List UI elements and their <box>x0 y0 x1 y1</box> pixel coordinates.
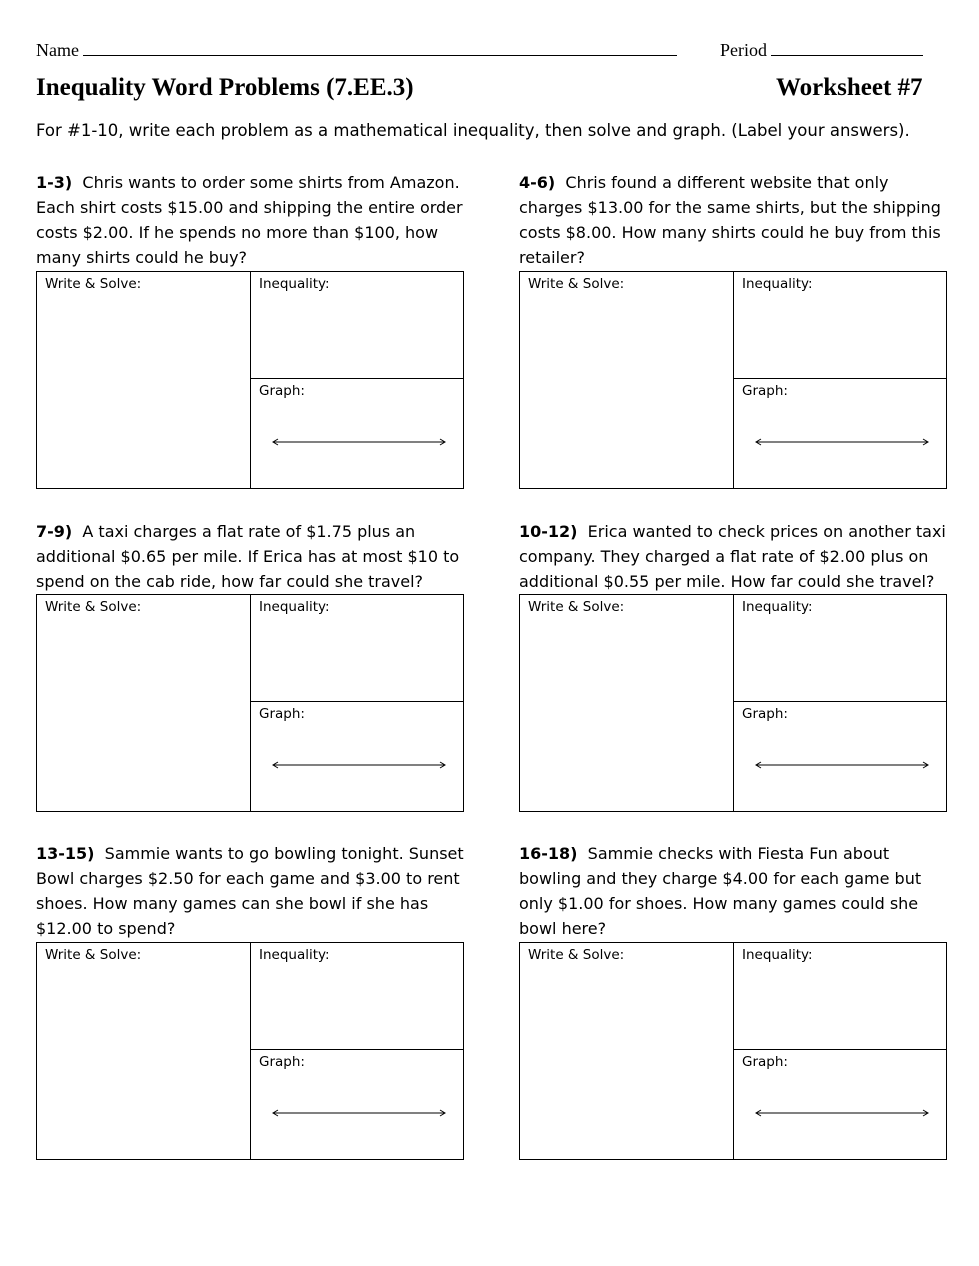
write-solve-label: Write & Solve: <box>45 276 142 292</box>
column-divider <box>733 943 734 1159</box>
page-title: Inequality Word Problems (7.EE.3) <box>36 74 414 101</box>
number-line-icon <box>271 760 447 770</box>
graph-label: Graph: <box>259 706 305 722</box>
write-solve-label: Write & Solve: <box>528 947 625 963</box>
inequality-label: Inequality: <box>742 599 813 615</box>
problem-text: Chris wants to order some shirts from Amazon. Each shirt costs $15.00 and shipping the entire order costs $2.00. If he spends no more than $100, how many shirts could he buy? <box>36 173 463 267</box>
problem-10-12 <box>519 519 951 594</box>
worksheet-number: Worksheet #7 <box>776 74 923 101</box>
write-solve-label: Write & Solve: <box>45 947 142 963</box>
problem-7-9 <box>36 519 468 594</box>
column-divider <box>250 943 251 1159</box>
problem-number: 4-6) <box>519 173 556 192</box>
graph-label: Graph: <box>742 706 788 722</box>
column-divider <box>733 595 734 811</box>
inequality-label: Inequality: <box>742 947 813 963</box>
instructions: For #1-10, write each problem as a mathematical inequality, then solve and graph. (Label your answers). <box>36 121 910 140</box>
problem-13-15 <box>36 841 468 941</box>
problem-text: Erica wanted to check prices on another taxi company. They charged a flat rate of $2.00 plus on additional $0.55 per mile. How far could she travel? <box>519 522 946 591</box>
problem-number: 1-3) <box>36 173 73 192</box>
inequality-label: Inequality: <box>259 947 330 963</box>
problem-1-3 <box>36 170 468 270</box>
write-solve-label: Write & Solve: <box>45 599 142 615</box>
answer-box-7-9 <box>36 594 464 812</box>
problem-number: 7-9) <box>36 522 73 541</box>
number-line-icon <box>754 1108 930 1118</box>
number-line-icon <box>271 437 447 447</box>
inequality-label: Inequality: <box>742 276 813 292</box>
row-divider <box>733 1049 946 1050</box>
period-underline[interactable] <box>771 37 923 56</box>
number-line-icon <box>754 760 930 770</box>
answer-box-4-6 <box>519 271 947 489</box>
inequality-label: Inequality: <box>259 276 330 292</box>
write-solve-label: Write & Solve: <box>528 599 625 615</box>
period-label: Period <box>720 40 767 60</box>
graph-label: Graph: <box>259 1054 305 1070</box>
column-divider <box>250 272 251 488</box>
name-field[interactable] <box>36 37 677 61</box>
answer-box-16-18 <box>519 942 947 1160</box>
row-divider <box>250 1049 463 1050</box>
answer-box-13-15 <box>36 942 464 1160</box>
problem-number: 10-12) <box>519 522 578 541</box>
name-underline[interactable] <box>83 37 677 56</box>
problem-16-18 <box>519 841 951 941</box>
graph-label: Graph: <box>742 1054 788 1070</box>
problem-number: 16-18) <box>519 844 578 863</box>
problem-number: 13-15) <box>36 844 95 863</box>
write-solve-label: Write & Solve: <box>528 276 625 292</box>
problem-text: A taxi charges a flat rate of $1.75 plus an additional $0.65 per mile. If Erica has at most $10 to spend on the cab ride, how far could she travel? <box>36 522 460 591</box>
period-field[interactable] <box>720 37 923 61</box>
graph-label: Graph: <box>259 383 305 399</box>
name-label: Name <box>36 40 79 60</box>
problem-4-6 <box>519 170 951 270</box>
row-divider <box>733 701 946 702</box>
problem-text: Sammie checks with Fiesta Fun about bowling and they charge $4.00 for each game but only $1.00 for shoes. How many games could she bowl here? <box>519 844 922 938</box>
number-line-icon <box>271 1108 447 1118</box>
answer-box-10-12 <box>519 594 947 812</box>
answer-box-1-3 <box>36 271 464 489</box>
row-divider <box>250 701 463 702</box>
row-divider <box>250 378 463 379</box>
row-divider <box>733 378 946 379</box>
graph-label: Graph: <box>742 383 788 399</box>
problem-text: Sammie wants to go bowling tonight. Sunset Bowl charges $2.50 for each game and $3.00 to rent shoes. How many games can she bowl if she has $12.00 to spend? <box>36 844 464 938</box>
problem-text: Chris found a different website that only charges $13.00 for the same shirts, but the shipping costs $8.00. How many shirts could he buy from this retailer? <box>519 173 941 267</box>
number-line-icon <box>754 437 930 447</box>
inequality-label: Inequality: <box>259 599 330 615</box>
column-divider <box>733 272 734 488</box>
column-divider <box>250 595 251 811</box>
